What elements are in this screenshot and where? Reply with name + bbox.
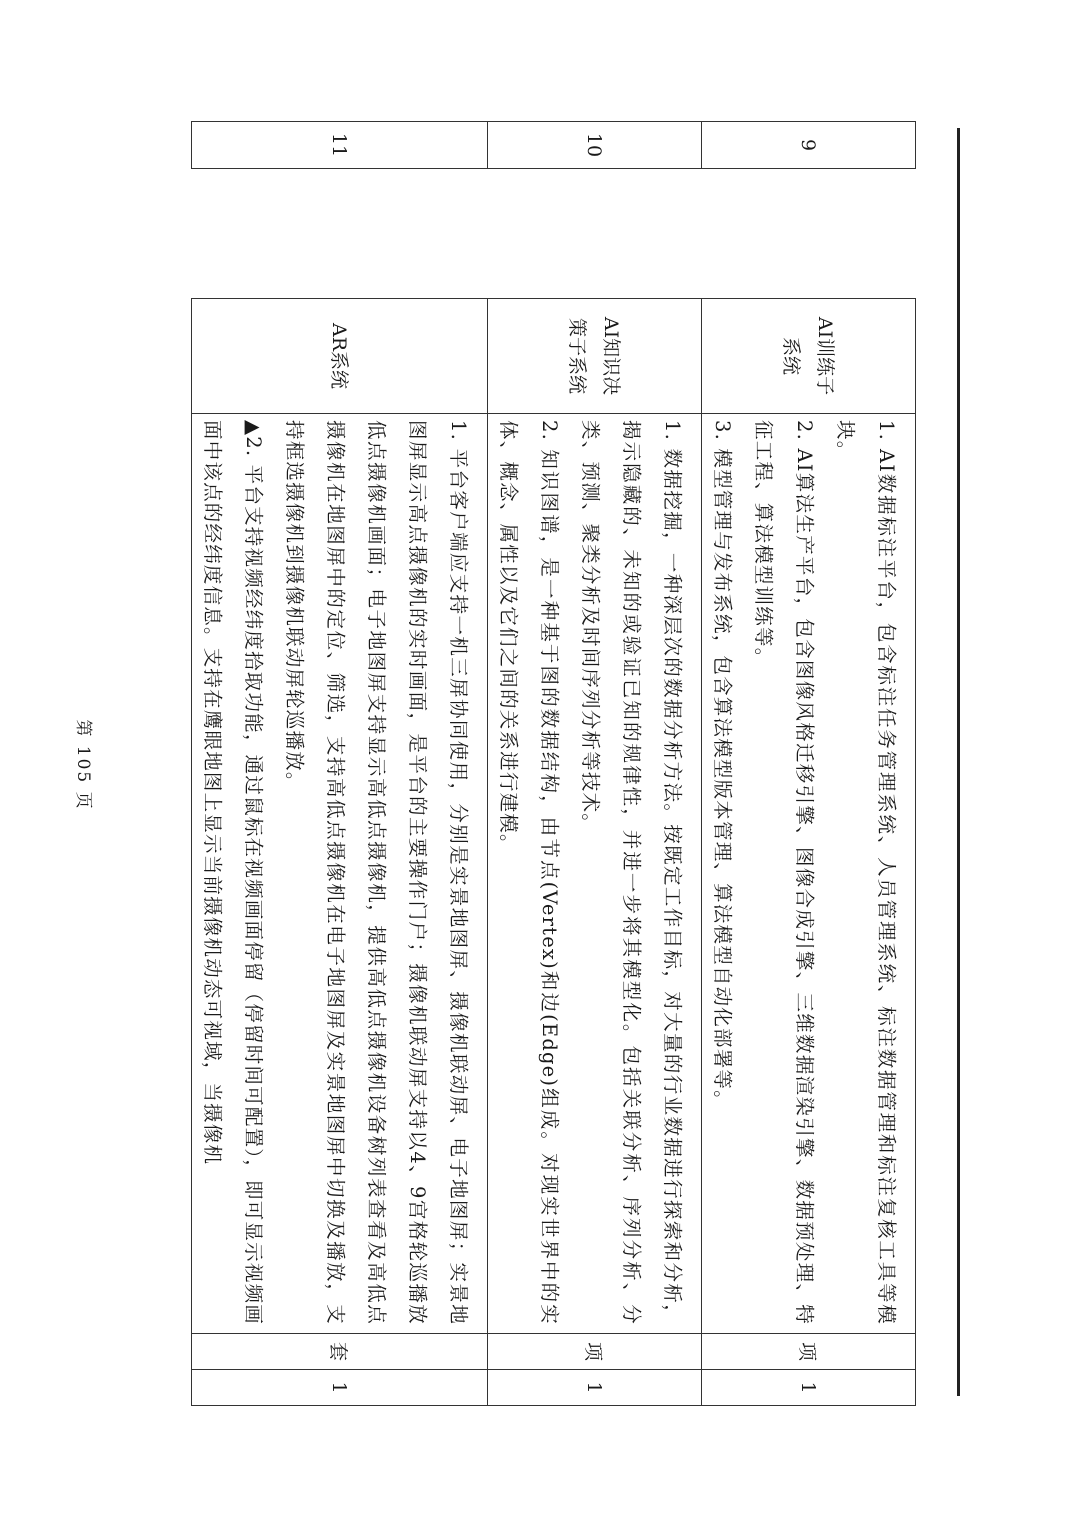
item-unit: 套 (192, 1334, 488, 1370)
content-paragraph: 1. AI数据标注平台，包含标注任务管理系统、人员管理系统、标注数据管理和标注复核工具等模块。 (834, 420, 898, 1325)
content-paragraph: 1. 数据挖掘，一种深层次的数据分析方法。按既定工作目标，对大量的行业数据进行探索和分析，揭示隐藏的、未知的或验证已知的规律性，并进一步将其模型化。包括关联分析、序列分析、分类、预测、聚类分析及时间序列分析等技术。 (579, 420, 684, 1325)
table-row (702, 122, 916, 1406)
item-name: AI训练子系统 (702, 299, 916, 414)
item-content (702, 414, 916, 1334)
spec-table (201, 121, 916, 1405)
item-name: AI知识决策子系统 (488, 299, 702, 414)
item-quantity: 1 (192, 1370, 488, 1406)
row-number: 10 (488, 122, 702, 169)
content-paragraph: 2. AI算法生产平台，包含图像风格迁移引擎、图像合成引擎、三维数据渲染引擎、数据预处理、特征工程、算法模型训练等。 (752, 420, 816, 1325)
item-content (488, 414, 702, 1334)
content-paragraph: 1. 平台客户端应支持一机三屏协同使用，分别是实景地图屏、摄像机联动屏、电子地图屏；实景地图屏显示高点摄像机的实时画面，是平台的主要操作门户；摄像机联动屏支持以4、9宫格轮巡播放低点摄像机画面；电子地图屏支持显示高低点摄像机，提供高低点摄像机设备树列表查看及高低点摄像机在地图屏中的定位、筛选，支持高低点摄像机在电子地图屏及实景地图屏中切换及播放，支持框选摄像机到摄像机联动屏轮巡播放。 (283, 420, 470, 1325)
item-unit: 项 (702, 1334, 916, 1370)
content-paragraph: 2. 知识图谱，是一种基于图的数据结构，由节点(Vertex)和边(Edge)组成。对现实世界中的实体、概念、属性以及它们之间的关系进行建模。 (497, 420, 561, 1325)
item-quantity: 1 (702, 1370, 916, 1406)
content-paragraph: ▲2. 平台支持视频经纬度拾取功能，通过鼠标在视频画面停留（停留时间可配置），即可显示视频画面中该点的经纬度信息。支持在鹰眼地图上显示当前摄像机动态可视域，当摄像机 (201, 420, 265, 1325)
page-number: 第 105 页 (73, 719, 93, 811)
content-paragraph: 3. 模型管理与发布系统，包含算法模型版本管理、算法模型自动化部署等。 (711, 420, 734, 1111)
item-content (192, 414, 488, 1334)
page-edge-rule (957, 128, 960, 1396)
table-row (192, 122, 488, 1406)
item-unit: 项 (488, 1334, 702, 1370)
item-name: AR系统 (192, 299, 488, 414)
table-row (488, 122, 702, 1406)
row-number: 11 (192, 122, 488, 169)
item-quantity: 1 (488, 1370, 702, 1406)
row-number: 9 (702, 122, 916, 169)
